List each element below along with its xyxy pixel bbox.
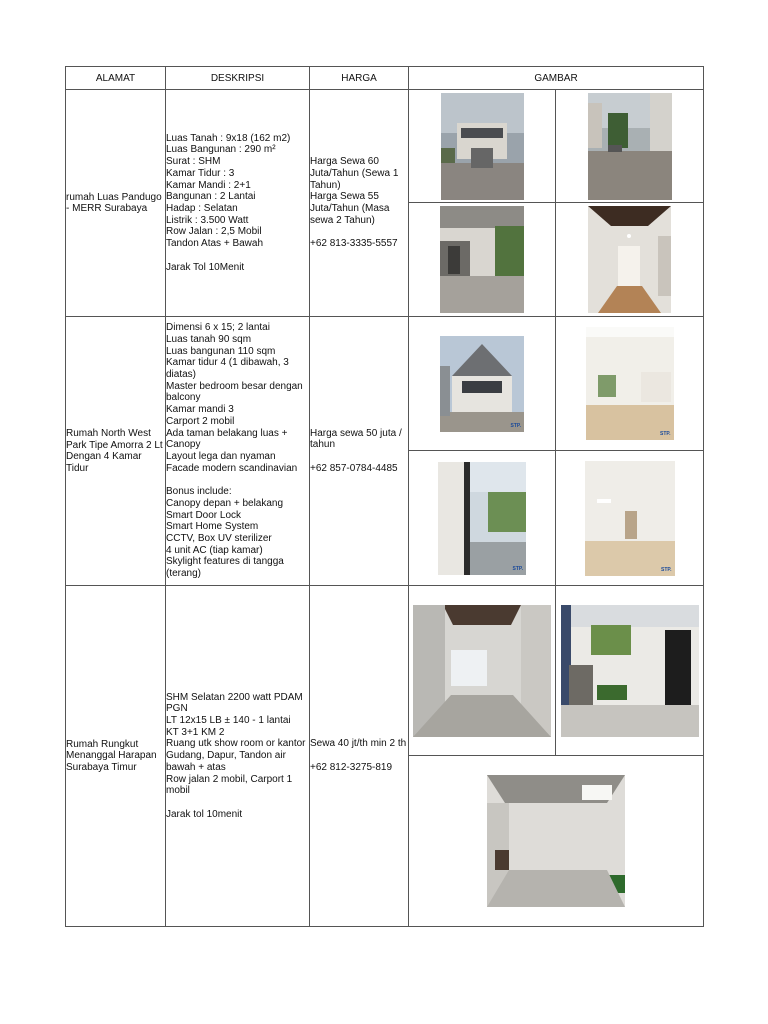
house-photo[interactable]: [586, 327, 674, 440]
description-cell: [166, 586, 310, 927]
photo-slot: [409, 90, 556, 203]
photo-slot: [556, 586, 703, 756]
photo-slot: [409, 451, 556, 585]
desc-line: Luas tanah 90 sqm: [166, 333, 252, 345]
desc-line: Bangunan : 2 Lantai: [166, 191, 256, 203]
house-photo[interactable]: [413, 605, 551, 737]
header-row: [66, 67, 704, 90]
photo-cell: [409, 317, 704, 586]
desc-line: Row jalan 2 mobil, Carport 1 mobil: [166, 773, 293, 797]
desc-line: Tandon Atas + Bawah: [166, 238, 264, 250]
price-cell: [310, 317, 409, 586]
photo-grid: [409, 317, 703, 585]
photo-cell: [409, 90, 704, 317]
desc-line: [166, 797, 309, 809]
desc-line: Kamar Tidur : 3: [166, 167, 235, 179]
photo-slot: [409, 317, 556, 451]
desc-line: KT 3+1 KM 2: [166, 726, 225, 738]
desc-line: Luas bangunan 110 sqm: [166, 345, 276, 357]
desc-line: Listrik : 3.500 Watt: [166, 214, 249, 226]
desc-line: Row Jalan : 2,5 Mobil: [166, 226, 262, 238]
desc-line: [166, 250, 309, 262]
desc-line: Facade modern scandinavian: [166, 462, 298, 474]
phone-number: +62 813-3335-5557: [310, 238, 398, 250]
desc-line: Kamar mandi 3: [166, 404, 234, 416]
house-photo[interactable]: [441, 93, 524, 200]
price-line: Harga Sewa 60 Juta/Tahun (Sewa 1 Tahun): [310, 156, 399, 191]
desc-line: CCTV, Box UV sterilizer: [166, 532, 272, 544]
price-cell: [310, 90, 409, 317]
desc-line: Ruang utk show room or kantor: [166, 738, 306, 750]
desc-line: Jarak tol 10menit: [166, 808, 243, 820]
table-row: [66, 90, 704, 317]
desc-line: Dimensi 6 x 15; 2 lantai: [166, 322, 270, 334]
table-row: [66, 317, 704, 586]
photo-slot: [556, 451, 703, 585]
house-photo[interactable]: [561, 605, 699, 737]
photo-slot: [556, 203, 703, 316]
desc-line: SHM Selatan 2200 watt PDAM PGN: [166, 691, 303, 715]
house-photo[interactable]: [440, 206, 524, 313]
desc-line: Surat : SHM: [166, 156, 221, 168]
photo-slot: [409, 586, 556, 756]
desc-line: Skylight features di tangga (terang): [166, 556, 284, 580]
photo-cell: [409, 586, 704, 927]
house-photo[interactable]: [588, 206, 671, 313]
price-line: [310, 226, 408, 238]
address-cell: Rumah North West Park Tipe Amorra 2 Lt Dengan 4 Kamar Tidur: [66, 317, 166, 586]
desc-line: Smart Door Lock: [166, 509, 242, 521]
desc-line: Bonus include:: [166, 486, 232, 498]
phone-number: +62 857-0784-4485: [310, 462, 398, 474]
desc-line: 4 unit AC (tiap kamar): [166, 544, 263, 556]
desc-line: Ada taman belakang luas + Canopy: [166, 427, 288, 451]
header-harga: HARGA: [310, 67, 409, 90]
photo-grid: [409, 90, 703, 316]
desc-line: Layout lega dan nyaman: [166, 451, 276, 462]
desc-line: Master bedroom besar dengan balcony: [166, 380, 303, 404]
watermark-badge: STP.: [661, 566, 672, 573]
photo-slot: [556, 317, 703, 451]
desc-line: Luas Tanah : 9x18 (162 m2): [166, 132, 291, 144]
photo-slot: [409, 756, 703, 926]
price-line: Harga Sewa 55 Juta/Tahun (Masa sewa 2 Tahun): [310, 191, 390, 226]
header-gambar: GAMBAR: [409, 67, 704, 90]
phone-number: +62 812-3275-819: [310, 761, 393, 773]
photo-grid: [409, 586, 703, 926]
photo-slot: [556, 90, 703, 203]
price-line: Harga sewa 50 juta / tahun: [310, 427, 402, 451]
table-row: [66, 586, 704, 927]
watermark-badge: STP.: [512, 565, 523, 572]
desc-line: Canopy depan + belakang: [166, 497, 284, 509]
description-cell: [166, 317, 310, 586]
desc-line: LT 12x15 LB ± 140 - 1 lantai: [166, 715, 291, 727]
header-deskripsi: DESKRIPSI: [166, 67, 310, 90]
listing-table: [65, 66, 704, 927]
house-photo[interactable]: [585, 461, 675, 576]
watermark-badge: STP.: [510, 422, 521, 429]
description-cell: [166, 90, 310, 317]
house-photo[interactable]: [588, 93, 672, 200]
photo-slot: [409, 203, 556, 316]
price-line: Sewa 40 jt/th min 2 th: [310, 738, 407, 750]
house-photo[interactable]: [440, 336, 524, 432]
desc-line: Jarak Tol 10Menit: [166, 261, 245, 273]
desc-line: Kamar tidur 4 (1 dibawah, 3 diatas): [166, 357, 289, 381]
address-cell: rumah Luas Pandugo - MERR Surabaya: [66, 90, 166, 317]
desc-line: Carport 2 mobil: [166, 415, 235, 427]
desc-line: Gudang, Dapur, Tandon air bawah + atas: [166, 750, 286, 773]
desc-line: Luas Bangunan : 290 m²: [166, 144, 276, 156]
house-photo[interactable]: [438, 462, 526, 575]
price-line: [310, 750, 408, 762]
header-alamat: ALAMAT: [66, 67, 166, 90]
address-cell: Rumah Rungkut Menanggal Harapan Surabaya Timur: [66, 586, 166, 927]
price-line: [310, 451, 408, 463]
house-photo[interactable]: [487, 775, 625, 907]
watermark-badge: STP.: [660, 431, 671, 437]
desc-line: Kamar Mandi : 2+1: [166, 179, 251, 191]
desc-line: Hadap : Selatan: [166, 203, 238, 214]
desc-line: [166, 474, 309, 486]
desc-line: Smart Home System: [166, 521, 259, 533]
price-cell: [310, 586, 409, 927]
